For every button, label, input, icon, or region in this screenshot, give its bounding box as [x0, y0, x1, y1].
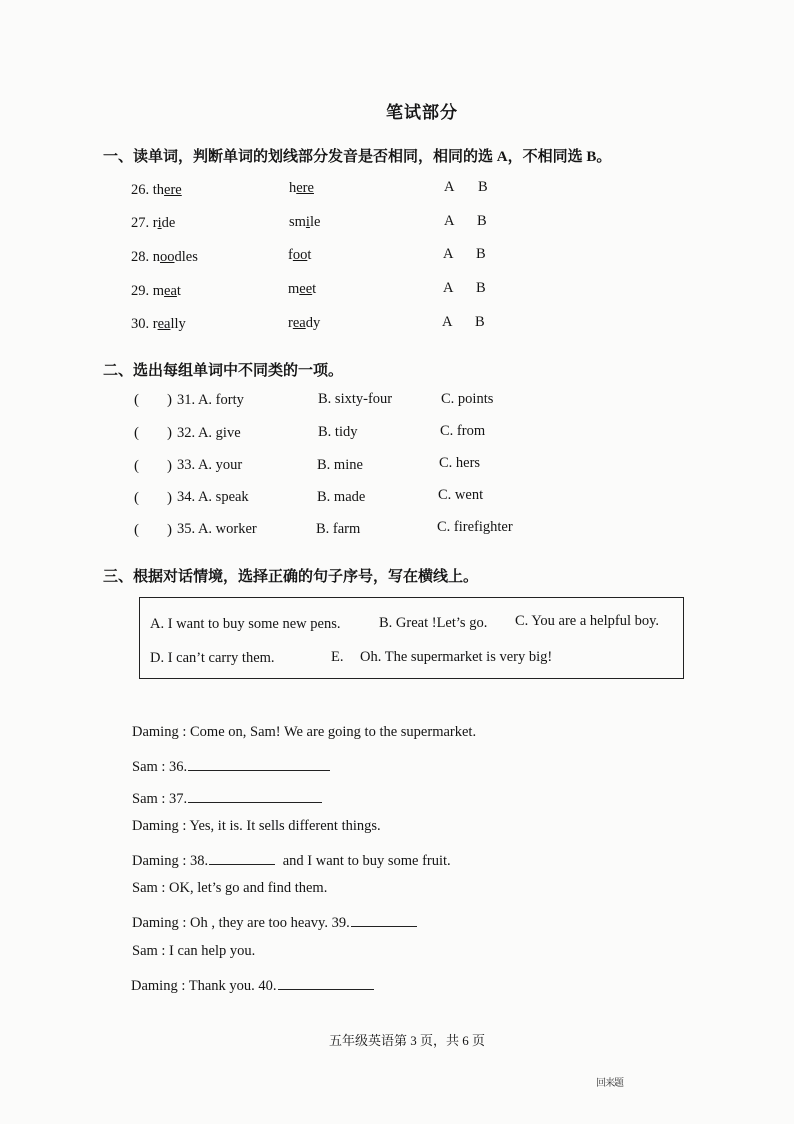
- section1-heading: 一、读单词，判断单词的划线部分发音是否相同，相同的选 A，不相同选 B。: [103, 149, 612, 165]
- line-label: Daming : Thank you. 40.: [131, 978, 277, 994]
- question-number: 27.: [131, 215, 150, 231]
- dialogue-line: [132, 911, 417, 932]
- answer-blank-38[interactable]: [209, 849, 275, 865]
- question-number: 26.: [131, 182, 150, 198]
- option-a: 34. A. speak: [177, 489, 249, 505]
- option-d: D. I can’t carry them.: [150, 650, 275, 666]
- option-b: B. made: [317, 489, 366, 505]
- dialogue-line: [132, 849, 451, 870]
- answer-paren-close: ): [167, 458, 172, 474]
- answer-blank-37[interactable]: [188, 787, 322, 803]
- question-number: 28.: [131, 249, 150, 265]
- answer-blank-40[interactable]: [278, 974, 374, 990]
- line-label: Daming : 38.: [132, 853, 209, 869]
- option-c: C. points: [441, 391, 494, 407]
- option-c: C. firefighter: [437, 519, 513, 535]
- option-a: 31. A. forty: [177, 392, 244, 408]
- word-2: meet: [288, 281, 317, 297]
- dialogue-line: Sam : I can help you.: [132, 943, 256, 959]
- dialogue-line: Sam : OK, let’s go and find them.: [132, 880, 328, 896]
- section3-heading: 三、根据对话情境，选择正确的句子序号，写在横线上。: [103, 569, 479, 585]
- answer-paren-open: (: [134, 522, 139, 538]
- word-2: smile: [289, 214, 321, 230]
- answer-paren-close: ): [167, 490, 172, 506]
- option-c: C. hers: [439, 455, 481, 471]
- word-1: ride: [152, 215, 176, 231]
- line-label: Sam : 37.: [132, 791, 188, 807]
- question-number: 30.: [131, 316, 150, 332]
- option-c: C. You are a helpful boy.: [515, 613, 660, 629]
- option-a: 35. A. worker: [177, 521, 257, 537]
- word-1: noodles: [152, 249, 198, 265]
- option-c: C. went: [438, 487, 484, 503]
- line-label: Sam : 36.: [132, 759, 188, 775]
- answer-blank-36[interactable]: [188, 755, 330, 771]
- word-1: really: [152, 316, 186, 332]
- line-label: Daming : Oh , they are too heavy. 39.: [132, 915, 350, 931]
- page-title: 笔试部分: [386, 103, 458, 122]
- option-b: B: [478, 179, 488, 195]
- option-b: B. tidy: [318, 424, 358, 440]
- option-b: B. farm: [316, 521, 361, 537]
- option-b: B: [475, 314, 485, 330]
- option-a: 32. A. give: [177, 425, 241, 441]
- word-2: here: [289, 180, 314, 196]
- word-1: there: [152, 182, 182, 198]
- option-a: A: [443, 246, 454, 262]
- section2-heading: 二、选出每组单词中不同类的一项。: [103, 363, 344, 379]
- list-item: [131, 316, 186, 333]
- dialogue-line: [131, 974, 374, 995]
- corner-mark: 回来题: [596, 1078, 623, 1089]
- option-e-label: E.: [331, 649, 344, 665]
- option-b: B: [477, 213, 487, 229]
- option-c: C. from: [440, 423, 486, 439]
- answer-paren-close: ): [167, 392, 172, 408]
- list-item: [131, 182, 182, 199]
- option-b: B. Great !Let’s go.: [379, 615, 488, 631]
- question-number: 29.: [131, 283, 150, 299]
- dialogue-line: [132, 755, 330, 776]
- answer-blank-39[interactable]: [351, 911, 417, 927]
- option-b: B. mine: [317, 457, 363, 473]
- option-a: 33. A. your: [177, 457, 243, 473]
- option-a: A: [443, 280, 454, 296]
- answer-paren-close: ): [167, 522, 172, 538]
- option-b: B: [476, 280, 486, 296]
- dialogue-line: Daming : Yes, it is. It sells different things.: [132, 818, 381, 834]
- answer-paren-open: (: [134, 425, 139, 441]
- option-e: Oh. The supermarket is very big!: [360, 649, 553, 665]
- line-text: and I want to buy some fruit.: [282, 853, 451, 869]
- answer-paren-open: (: [134, 490, 139, 506]
- option-a: A: [444, 213, 455, 229]
- option-b: B. sixty-four: [318, 391, 393, 407]
- answer-paren-open: (: [134, 458, 139, 474]
- word-2: foot: [288, 247, 312, 263]
- option-a: A: [444, 179, 455, 195]
- option-a: A: [442, 314, 453, 330]
- word-1: meat: [152, 283, 181, 299]
- list-item: [131, 283, 181, 300]
- dialogue-line: [132, 787, 322, 808]
- dialogue-line: Daming : Come on, Sam! We are going to the supermarket.: [132, 724, 477, 740]
- word-2: ready: [288, 315, 321, 331]
- option-b: B: [476, 246, 486, 262]
- answer-paren-open: (: [134, 392, 139, 408]
- list-item: [131, 215, 175, 232]
- list-item: [131, 249, 198, 266]
- option-a: A. I want to buy some new pens.: [150, 616, 341, 632]
- answer-paren-close: ): [167, 425, 172, 441]
- page-footer: 五年级英语第 3 页，共 6 页: [328, 1033, 485, 1048]
